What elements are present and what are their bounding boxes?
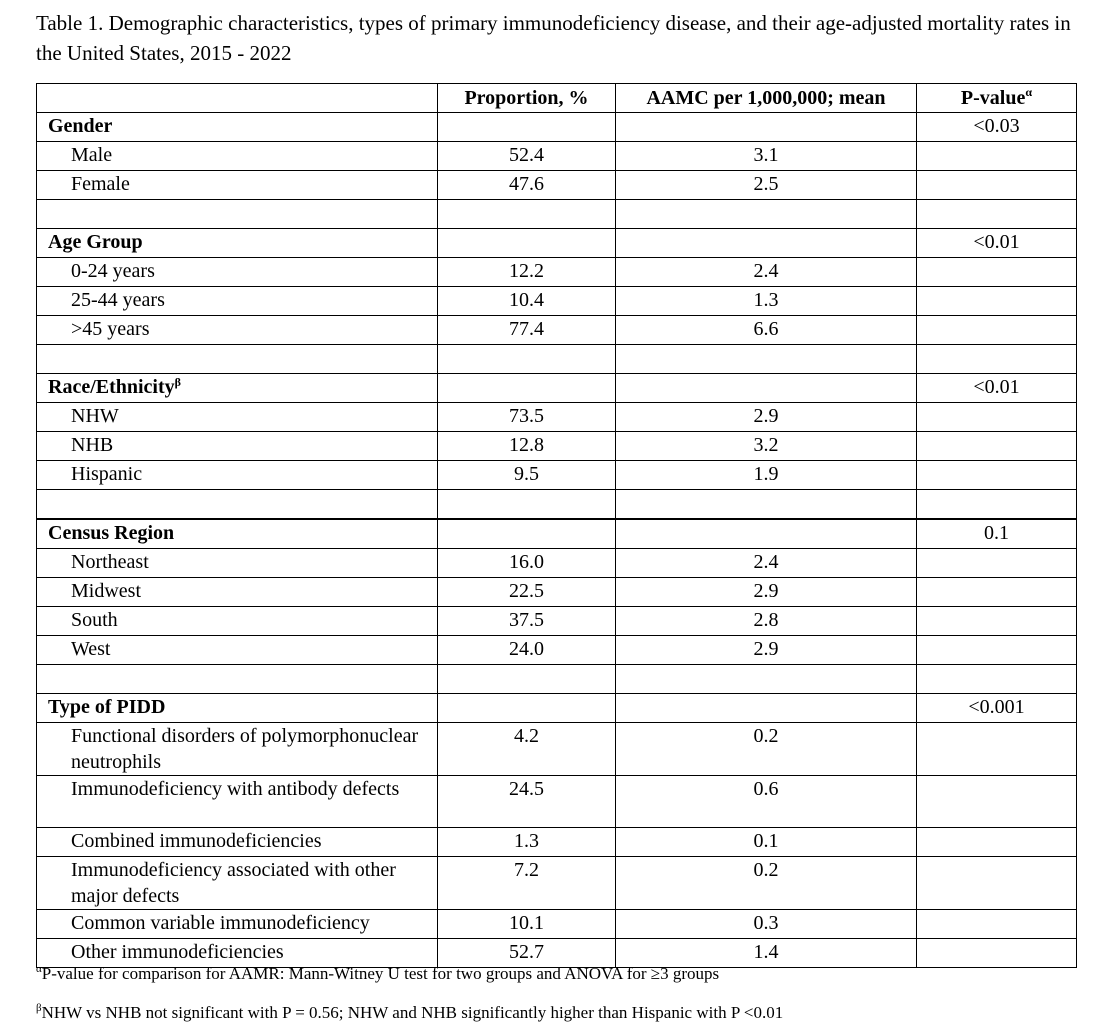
table-row: [37, 403, 1077, 432]
empty-cell: [917, 142, 1077, 171]
group-row-pidd: [37, 694, 1077, 723]
row-label: Female: [37, 171, 438, 200]
empty-cell: [438, 113, 616, 142]
table-row: [37, 636, 1077, 665]
empty-cell: [616, 200, 917, 229]
header-row: [37, 84, 1077, 113]
proportion-cell: 52.7: [438, 939, 616, 968]
spacer-row: [37, 665, 1077, 694]
empty-cell: [917, 345, 1077, 374]
table-row: [37, 171, 1077, 200]
empty-cell: [917, 578, 1077, 607]
empty-cell: [917, 857, 1077, 910]
proportion-cell: 24.5: [438, 776, 616, 828]
empty-cell: [37, 345, 438, 374]
header-pvalue: [917, 84, 1077, 113]
beta-mark: β: [174, 375, 181, 389]
empty-cell: [917, 403, 1077, 432]
aamc-cell: 0.2: [616, 857, 917, 910]
aamc-cell: 0.1: [616, 828, 917, 857]
table-row: [37, 142, 1077, 171]
empty-cell: [438, 229, 616, 258]
pvalue-age: <0.01: [917, 229, 1077, 258]
row-label: Functional disorders of polymorphonuclear neutrophils: [37, 723, 438, 776]
table-row: [37, 723, 1077, 776]
table-row: [37, 607, 1077, 636]
empty-cell: [917, 432, 1077, 461]
proportion-cell: 52.4: [438, 142, 616, 171]
row-label: Immunodeficiency with antibody defects: [37, 776, 438, 828]
proportion-cell: 12.8: [438, 432, 616, 461]
spacer-row: [37, 490, 1077, 520]
empty-cell: [438, 374, 616, 403]
empty-cell: [616, 229, 917, 258]
row-label: West: [37, 636, 438, 665]
header-pvalue-text: P-value: [960, 87, 1026, 109]
group-row-region: [37, 519, 1077, 549]
aamc-cell: 0.2: [616, 723, 917, 776]
empty-cell: [438, 345, 616, 374]
empty-cell: [616, 694, 917, 723]
row-label: Immunodeficiency associated with other major defects: [37, 857, 438, 910]
pvalue-pidd: <0.001: [917, 694, 1077, 723]
group-row-gender: [37, 113, 1077, 142]
aamc-cell: 2.4: [616, 258, 917, 287]
aamc-cell: 1.4: [616, 939, 917, 968]
proportion-cell: 9.5: [438, 461, 616, 490]
spacer-row: [37, 345, 1077, 374]
proportion-cell: 24.0: [438, 636, 616, 665]
table-row: [37, 910, 1077, 939]
empty-cell: [917, 287, 1077, 316]
table-row: [37, 578, 1077, 607]
group-label-race: [37, 374, 438, 403]
row-label: South: [37, 607, 438, 636]
empty-cell: [616, 345, 917, 374]
empty-cell: [438, 694, 616, 723]
aamc-cell: 6.6: [616, 316, 917, 345]
pvalue-race: <0.01: [917, 374, 1077, 403]
empty-cell: [917, 636, 1077, 665]
aamc-cell: 1.3: [616, 287, 917, 316]
footnote-alpha-mark: α: [36, 963, 42, 975]
empty-cell: [917, 607, 1077, 636]
table-row: [37, 287, 1077, 316]
footnote-beta-mark: β: [36, 1002, 42, 1014]
proportion-cell: 22.5: [438, 578, 616, 607]
aamc-cell: 2.5: [616, 171, 917, 200]
proportion-cell: 47.6: [438, 171, 616, 200]
table-row: [37, 432, 1077, 461]
proportion-cell: 12.2: [438, 258, 616, 287]
empty-cell: [917, 665, 1077, 694]
aamc-cell: 0.6: [616, 776, 917, 828]
proportion-cell: 16.0: [438, 549, 616, 578]
group-label-gender: Gender: [37, 113, 438, 142]
row-label: Male: [37, 142, 438, 171]
row-label: Midwest: [37, 578, 438, 607]
empty-cell: [37, 665, 438, 694]
table-row: [37, 258, 1077, 287]
empty-cell: [917, 258, 1077, 287]
table-row: [37, 549, 1077, 578]
row-label: NHB: [37, 432, 438, 461]
header-label: [37, 84, 438, 113]
row-label: NHW: [37, 403, 438, 432]
empty-cell: [917, 910, 1077, 939]
group-row-race: [37, 374, 1077, 403]
alpha-mark: α: [1025, 85, 1033, 99]
proportion-cell: 10.1: [438, 910, 616, 939]
empty-cell: [917, 461, 1077, 490]
proportion-cell: 73.5: [438, 403, 616, 432]
empty-cell: [616, 374, 917, 403]
table-row: [37, 461, 1077, 490]
table-row: [37, 316, 1077, 345]
empty-cell: [917, 828, 1077, 857]
empty-cell: [917, 171, 1077, 200]
proportion-cell: 77.4: [438, 316, 616, 345]
proportion-cell: 7.2: [438, 857, 616, 910]
empty-cell: [917, 723, 1077, 776]
demographics-table: [36, 83, 1077, 968]
table-row: [37, 828, 1077, 857]
empty-cell: [917, 490, 1077, 520]
group-label-pidd: Type of PIDD: [37, 694, 438, 723]
empty-cell: [917, 200, 1077, 229]
group-row-age: [37, 229, 1077, 258]
row-label: Common variable immunodeficiency: [37, 910, 438, 939]
proportion-cell: 37.5: [438, 607, 616, 636]
empty-cell: [616, 665, 917, 694]
aamc-cell: 2.9: [616, 578, 917, 607]
empty-cell: [37, 490, 438, 520]
empty-cell: [917, 776, 1077, 828]
table-caption: Table 1. Demographic characteristics, types of primary immunodeficiency disease, and their age-adjusted mortality rates in the United States, 2015 - 2022: [36, 11, 1071, 65]
row-label: 25-44 years: [37, 287, 438, 316]
proportion-cell: 4.2: [438, 723, 616, 776]
empty-cell: [438, 519, 616, 549]
aamc-cell: 2.9: [616, 636, 917, 665]
aamc-cell: 2.4: [616, 549, 917, 578]
aamc-cell: 0.3: [616, 910, 917, 939]
proportion-cell: 1.3: [438, 828, 616, 857]
empty-cell: [917, 549, 1077, 578]
empty-cell: [616, 519, 917, 549]
footnote-beta-text: NHW vs NHB not significant with P = 0.56; NHW and NHB significantly higher than Hispanic with P <0.01: [41, 1003, 784, 1022]
empty-cell: [438, 490, 616, 520]
spacer-row: [37, 200, 1077, 229]
group-label-age: Age Group: [37, 229, 438, 258]
aamc-cell: 1.9: [616, 461, 917, 490]
row-label: >45 years: [37, 316, 438, 345]
empty-cell: [616, 113, 917, 142]
aamc-cell: 3.1: [616, 142, 917, 171]
proportion-cell: 10.4: [438, 287, 616, 316]
footnote-alpha-text: P-value for comparison for AAMR: Mann-Witney U test for two groups and ANOVA for ≥3 groups: [41, 964, 720, 983]
aamc-cell: 3.2: [616, 432, 917, 461]
empty-cell: [917, 316, 1077, 345]
table-row: [37, 776, 1077, 828]
row-label: 0-24 years: [37, 258, 438, 287]
row-label: Northeast: [37, 549, 438, 578]
row-label: Hispanic: [37, 461, 438, 490]
pvalue-region: 0.1: [917, 519, 1077, 549]
aamc-cell: 2.9: [616, 403, 917, 432]
header-aamc: AAMC per 1,000,000; mean: [616, 84, 917, 113]
aamc-cell: 2.8: [616, 607, 917, 636]
footnote-beta: [36, 1003, 1076, 1023]
row-label: Combined immunodeficiencies: [37, 828, 438, 857]
table-row: [37, 857, 1077, 910]
pvalue-gender: <0.03: [917, 113, 1077, 142]
group-label-region: Census Region: [37, 519, 438, 549]
row-label: Other immunodeficiencies: [37, 939, 438, 968]
empty-cell: [616, 490, 917, 520]
header-proportion: Proportion, %: [438, 84, 616, 113]
footnote-alpha: [36, 964, 1076, 984]
group-label-race-text: Race/Ethnicity: [48, 376, 175, 398]
empty-cell: [438, 665, 616, 694]
empty-cell: [438, 200, 616, 229]
empty-cell: [37, 200, 438, 229]
